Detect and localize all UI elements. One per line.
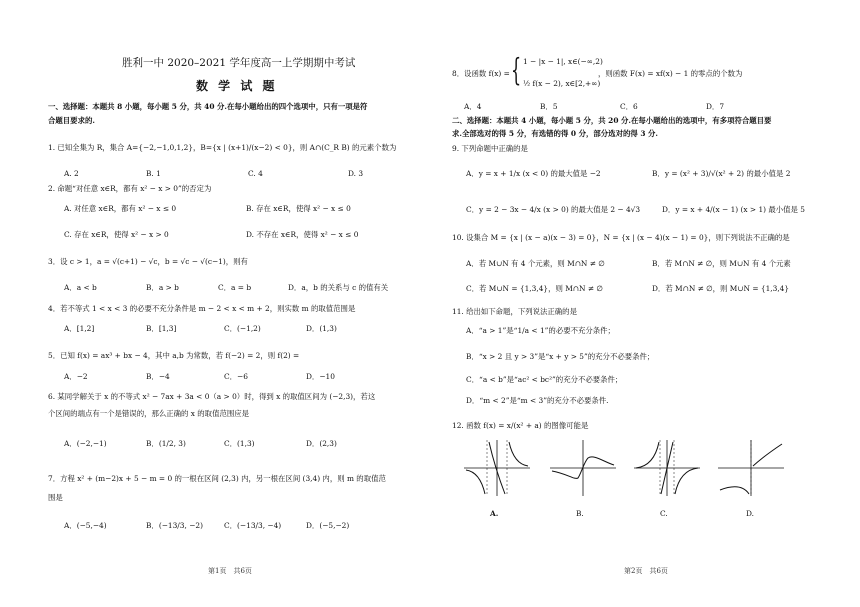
q10-option-d: D．若 M∩N ≠ ∅，则 M∪N = {1,3,4} — [652, 284, 790, 293]
q7-stem-line1: 7．方程 x² + (m−2)x + 5 − m = 0 的一根在区间 (2,3) 内，另一根在区间 (3,4) 内，则 m 的取值范 — [48, 474, 386, 483]
q5-option-c: C．−6 — [224, 372, 248, 381]
q10-option-c: C．若 M∪N = {1,3,4}，则 M∩N ≠ ∅ — [466, 284, 603, 293]
q1-stem: 1. 已知全集为 R，集合 A={−2,−1,0,1,2}，B={x | (x+1)/(x−2) < 0}，则 A∩(C_R B) 的元素个数为 — [48, 143, 397, 152]
q12-graph-a — [462, 438, 532, 498]
q7-stem-line2: 围是 — [48, 493, 63, 502]
q4-option-a: A．[1,2] — [64, 324, 95, 333]
q12-graph-b — [548, 438, 618, 498]
q6-option-c: C．(1,3) — [224, 439, 255, 448]
q10-option-a: A．若 M∪N 有 4 个元素，则 M∩N ≠ ∅ — [466, 259, 605, 268]
q4-stem: 4．若不等式 1 < x < 3 的必要不充分条件是 m − 2 < x < m + 2，则实数 m 的取值范围是 — [48, 304, 356, 313]
q12-graph-d — [716, 438, 786, 498]
q3-option-b: B．a > b — [146, 283, 179, 292]
q2-stem: 2. 命题“对任意 x∈R，都有 x² − x > 0”的否定为 — [48, 184, 212, 193]
q8-option-a: A．4 — [464, 102, 482, 111]
q4-option-d: D．(1,3) — [306, 324, 337, 333]
q5-option-b: B．−4 — [146, 372, 170, 381]
q11-option-b: B．“x > 2 且 y > 3”是“x + y > 5”的充分不必要条件； — [466, 352, 655, 361]
q1-option-d: D. 3 — [348, 169, 364, 178]
q12-graph-c — [632, 438, 702, 498]
q9-option-b: B．y = (x² + 3)/√(x² + 2) 的最小值是 2 — [652, 169, 791, 178]
q4-option-b: B．[1,3] — [146, 324, 177, 333]
q7-option-a: A．(−5,−4) — [64, 521, 107, 530]
q2-option-b: B. 存在 x∈R，使得 x² − x ≤ 0 — [246, 204, 351, 213]
section1-heading-line1: 一、选择题：本题共 8 小题，每小题 5 分，共 40 分.在每小题给出的四个选项中，只有一项是符 — [48, 102, 368, 111]
q11-option-d: D．“m < 2”是“m < 3”的充分不必要条件. — [466, 396, 609, 405]
q3-option-a: A．a < b — [64, 283, 97, 292]
q2-option-c: C. 存在 x∈R，使得 x² − x > 0 — [64, 230, 169, 239]
q11-option-a: A．“a > 1”是“1/a < 1”的必要不充分条件； — [466, 326, 615, 335]
q6-option-d: D．(2,3) — [306, 439, 337, 448]
q12-label-a: A. — [490, 509, 499, 518]
q8-option-d: D．7 — [706, 102, 725, 111]
q12-label-d: D. — [746, 509, 755, 518]
q9-option-d: D．y = x + 4/(x − 1) (x > 1) 最小值是 5 — [662, 205, 806, 214]
q8-case2: ½ f(x − 2), x∈[2,+∞) — [523, 79, 601, 88]
section2-heading-line2: 求.全部选对的得 5 分，有选错的得 0 分，部分选对的得 3 分. — [452, 129, 658, 138]
q8-case1: 1 − |x − 1|, x∈(−∞,2) — [523, 57, 603, 66]
q6-option-a: A．(−2,−1) — [64, 439, 107, 448]
q9-stem: 9. 下列命题中正确的是 — [452, 144, 528, 153]
q5-option-a: A．−2 — [64, 372, 88, 381]
q7-option-b: B．(−13/3, −2) — [146, 521, 203, 530]
q9-option-a: A．y = x + 1/x (x < 0) 的最大值是 −2 — [466, 169, 601, 178]
q8-stem-end: ，则函数 F(x) = xf(x) − 1 的零点的个数为 — [598, 69, 743, 78]
q6-stem-line2: 个区间的端点有一个是错误的，那么正确的 x 的取值范围应是 — [48, 409, 250, 418]
q8-stem-start: 8．设函数 f(x) = — [452, 69, 510, 78]
q10-option-b: B．若 M∩N ≠ ∅，则 M∪N 有 4 个元素 — [652, 259, 791, 268]
q1-option-c: C. 4 — [248, 169, 263, 178]
q1-option-a: A. 2 — [64, 169, 79, 178]
section2-heading-line1: 二、选择题：本题共 4 小题，每小题 5 分，共 20 分.在每小题给出的选项中，有多项符合题目要 — [452, 116, 772, 125]
q3-stem: 3．设 c > 1，a = √(c+1) − √c，b = √c − √(c−1)，则有 — [48, 257, 248, 266]
page-footer-left: 第1页 共6页 — [208, 567, 252, 575]
q12-label-c: C. — [660, 509, 668, 518]
page-footer-right: 第2页 共6页 — [624, 567, 668, 575]
q3-option-d: D．a，b 的关系与 c 的值有关 — [288, 283, 389, 292]
q11-stem: 11. 给出如下命题，下列说法正确的是 — [452, 307, 577, 316]
q3-option-c: C．a = b — [218, 283, 252, 292]
q7-option-c: C．(−13/3, −4) — [224, 521, 282, 530]
exam-subtitle: 数 学 试 题 — [196, 79, 278, 93]
q6-option-b: B．(1/2, 3) — [146, 439, 186, 448]
q6-stem-line1: 6. 某同学解关于 x 的不等式 x² − 7ax + 3a < 0（a > 0）时，得到 x 的取值区间为 (−2,3)，若这 — [48, 392, 376, 401]
q5-option-d: D．−10 — [306, 372, 335, 381]
q10-stem: 10. 设集合 M = {x | (x − a)(x − 3) = 0}，N = {x | (x − 4)(x − 1) = 0}，则下列说法不正确的是 — [452, 233, 790, 242]
q11-option-c: C．“a < b”是“ac² < bc²”的充分不必要条件； — [466, 375, 623, 384]
section1-heading-line2: 合题目要求的. — [48, 116, 95, 125]
q8-option-b: B．5 — [540, 102, 558, 111]
q2-option-a: A. 对任意 x∈R，都有 x² − x ≤ 0 — [64, 204, 177, 213]
q2-option-d: D. 不存在 x∈R，使得 x² − x ≤ 0 — [246, 230, 359, 239]
exam-title: 胜利一中 2020–2021 学年度高一上学期期中考试 — [122, 57, 356, 69]
q7-option-d: D．(−5,−2) — [306, 521, 350, 530]
q8-option-c: C．6 — [620, 102, 638, 111]
q9-option-c: C．y = 2 − 3x − 4/x (x > 0) 的最大值是 2 − 4√3 — [466, 205, 641, 214]
q1-option-b: B. 1 — [146, 169, 161, 178]
q4-option-c: C．(−1,2) — [224, 324, 261, 333]
q8-brace: { — [511, 52, 522, 89]
q12-stem: 12. 函数 f(x) = x/(x² + a) 的图像可能是 — [452, 421, 589, 430]
q5-stem: 5．已知 f(x) = ax³ + bx − 4，其中 a,b 为常数，若 f(−2) = 2，则 f(2) = — [48, 351, 300, 360]
q12-label-b: B. — [576, 509, 584, 518]
